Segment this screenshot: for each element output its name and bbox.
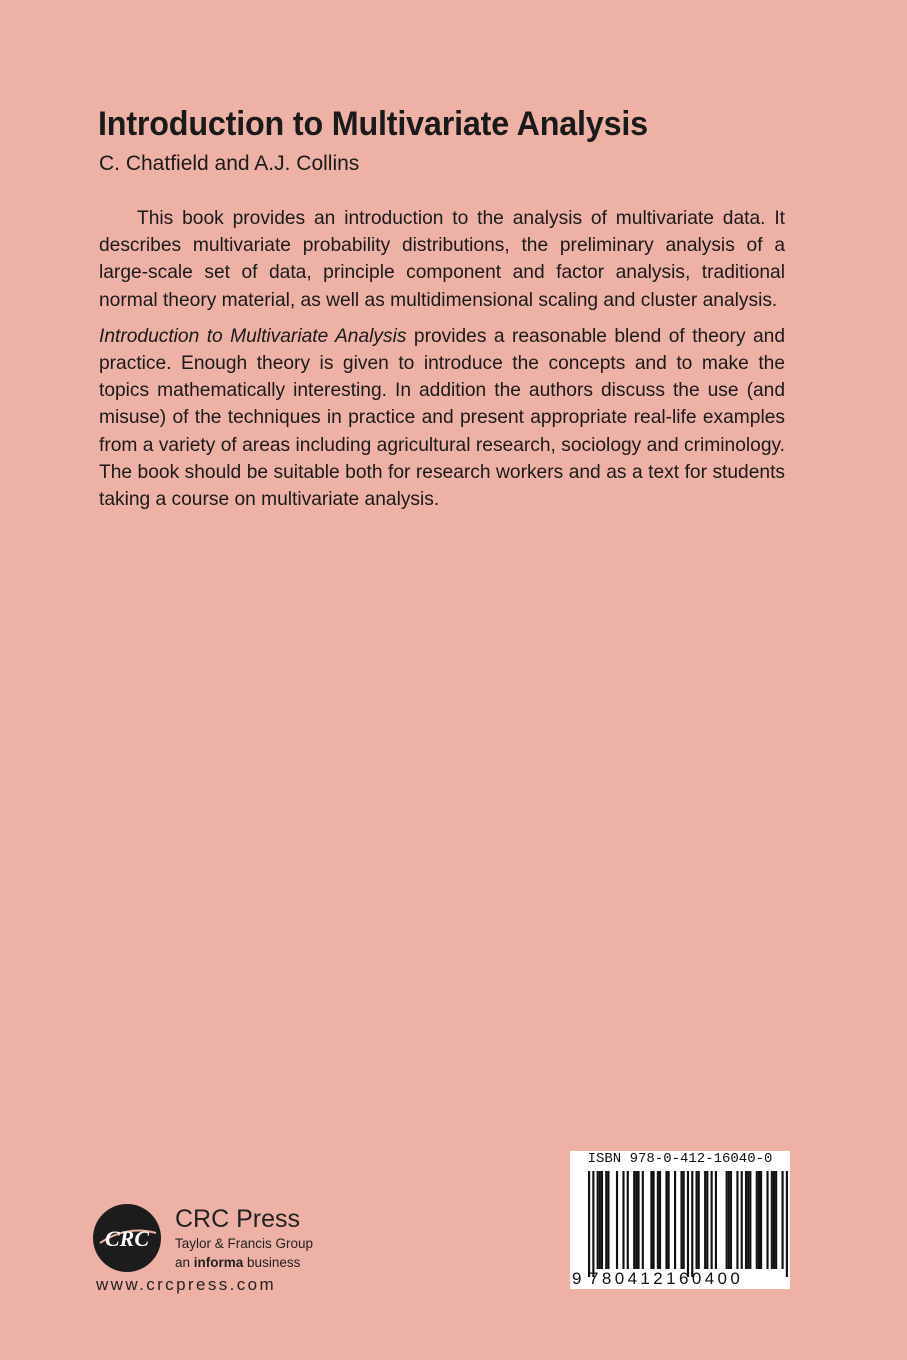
barcode-bar [635, 1171, 637, 1269]
barcode-bar [711, 1171, 713, 1269]
book-title: Introduction to Multivariate Analysis [98, 105, 648, 143]
barcode-bar [665, 1171, 667, 1269]
barcode-bar [696, 1171, 698, 1269]
blurb [99, 205, 785, 522]
blurb-italic-title: Introduction to Multivariate Analysis [99, 325, 407, 347]
barcode-bar [760, 1171, 762, 1269]
barcode-bar [771, 1171, 773, 1269]
blurb-paragraph-2 [99, 323, 785, 513]
publisher-business: an informa business [175, 1255, 301, 1270]
barcode-bar [715, 1171, 717, 1269]
barcode-bar [599, 1171, 601, 1269]
barcode-bar [782, 1171, 784, 1269]
barcode-bar [741, 1171, 743, 1269]
barcode-bar [588, 1171, 590, 1277]
barcode-bar [786, 1171, 788, 1277]
publisher-logo [92, 1203, 332, 1299]
barcode-bar [766, 1171, 768, 1269]
barcode-bar [730, 1171, 732, 1269]
barcode-bar [605, 1171, 607, 1269]
barcode-bar [616, 1171, 618, 1269]
blurb-paragraph-1: This book provides an introduction to the analysis of multivariate data. It describes multivariate probability distributions, the preliminary analysis of a large-scale set of data, principle component and factor analysis, traditional normal theory material, as well as multidimensional scaling and cluster analysis. [99, 208, 785, 311]
isbn-label: ISBN 978-0-412-16040-0 [587, 1151, 773, 1167]
barcode-bar [747, 1171, 749, 1269]
barcode-bar [627, 1171, 629, 1269]
barcode-bar [659, 1171, 661, 1269]
barcode-bar [674, 1171, 676, 1269]
publisher-group: Taylor & Francis Group [175, 1236, 314, 1251]
barcode-bar [601, 1171, 603, 1269]
barcode-bar [592, 1171, 594, 1277]
barcode-bar [728, 1171, 730, 1269]
barcode-bar [698, 1171, 700, 1269]
publisher-url: www.crcpress.com [96, 1275, 277, 1294]
crc-badge-text: CRC [104, 1226, 150, 1251]
crc-badge-icon [92, 1203, 162, 1273]
publisher-name: CRC Press [175, 1205, 301, 1233]
barcode-bar [691, 1171, 693, 1277]
barcode-bar [668, 1171, 670, 1269]
ean-remaining-digits: 780412160400 [589, 1269, 744, 1288]
barcode-bar [758, 1171, 760, 1269]
barcode-bar [775, 1171, 777, 1269]
barcode-bar [637, 1171, 639, 1269]
barcode-bar [633, 1171, 635, 1269]
isbn-barcode [570, 1151, 790, 1289]
barcode-bar [736, 1171, 738, 1269]
barcode-bar [653, 1171, 655, 1269]
barcode-bar [642, 1171, 644, 1269]
barcode-bar [749, 1171, 751, 1269]
barcode-bar [773, 1171, 775, 1269]
barcode-bar [597, 1171, 599, 1269]
barcode-bar [650, 1171, 652, 1269]
barcode-bar [706, 1171, 708, 1269]
ean-first-digit: 9 [572, 1269, 582, 1288]
barcode-bar [683, 1171, 685, 1269]
barcode-bar [726, 1171, 728, 1269]
book-authors: C. Chatfield and A.J. Collins [99, 152, 360, 175]
barcode-bar [687, 1171, 689, 1277]
barcode-bar [657, 1171, 659, 1269]
barcode-bar [607, 1171, 609, 1269]
barcode-bar [756, 1171, 758, 1269]
barcode-bar [680, 1171, 682, 1269]
barcode-bar [745, 1171, 747, 1269]
blurb-paragraph-2-text: provides a reasonable blend of theory and practice. Enough theory is given to introduce the concepts and to make the topics mathematically interesting. In addition the authors discuss the use (and misuse) of the techniques in practice and present appropriate real-life examples from a variety of areas including agricultural research, sociology and criminology. The book should be suitable both for research workers and as a text for students taking a course on multivariate analysis. [99, 325, 785, 511]
barcode-bar [622, 1171, 624, 1269]
barcode-bar [704, 1171, 706, 1269]
